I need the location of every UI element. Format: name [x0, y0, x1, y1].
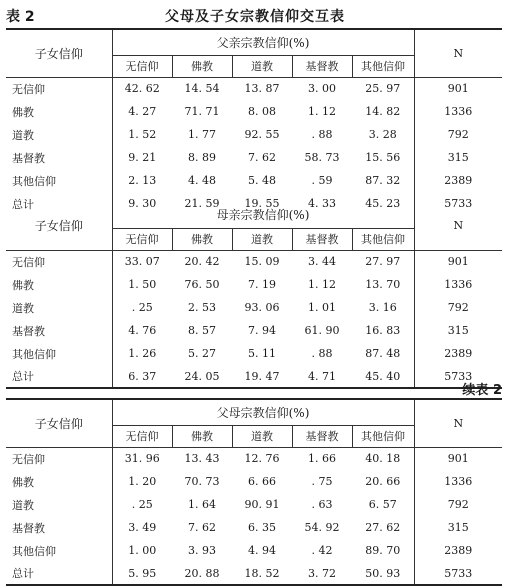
mother-religion-table: [6, 202, 502, 389]
n-cell: 901: [447, 82, 469, 96]
group-header: 父亲宗教信仰(%): [112, 29, 414, 55]
value-cell: 5. 27: [188, 347, 216, 360]
n-cell: 2389: [444, 347, 473, 360]
table-row: [6, 273, 502, 296]
n-cell: 315: [447, 151, 469, 164]
value-cell: 19. 47: [232, 365, 292, 388]
value-cell: 9. 30: [128, 197, 157, 210]
value-cell: . 42: [311, 544, 333, 557]
value-cell: 3. 00: [308, 82, 336, 96]
subheader-1: 佛教: [172, 425, 232, 447]
value-cell: 20. 88: [172, 562, 232, 585]
value-cell: 8. 89: [188, 151, 216, 164]
value-cell: . 88: [311, 347, 333, 360]
subheader-1: 佛教: [172, 55, 232, 77]
value-cell: 4. 94: [248, 544, 276, 557]
table-row: [6, 146, 502, 169]
value-cell: 3. 93: [188, 544, 216, 557]
subheader-3: 基督教: [292, 425, 352, 447]
value-cell: 13. 87: [244, 82, 280, 96]
group-header: 父母宗教信仰(%): [112, 399, 414, 425]
value-cell: 4. 76: [128, 324, 157, 337]
value-cell: 42. 62: [124, 82, 160, 96]
n-cell: 315: [447, 324, 469, 337]
continuation-label: 续表 2: [462, 383, 502, 398]
table-row: [6, 365, 502, 388]
value-cell: 13. 43: [184, 452, 220, 466]
table-row: [6, 447, 502, 470]
table-row: [6, 123, 502, 146]
table-row: [6, 169, 502, 192]
value-cell: 61. 90: [304, 324, 340, 337]
subheader-2: 道教: [232, 55, 292, 77]
table-row: [6, 296, 502, 319]
group-header: 母亲宗教信仰(%): [112, 202, 414, 228]
row-header: 子女信仰: [6, 29, 112, 77]
value-cell: 27. 97: [352, 250, 414, 273]
n-cell: 1336: [444, 475, 473, 488]
value-cell: 58. 73: [304, 151, 340, 164]
row-label: 其他信仰: [6, 169, 112, 192]
subheader-4: 其他信仰: [352, 55, 414, 77]
subheader-0: 无信仰: [112, 55, 172, 77]
father-religion-table: [6, 28, 502, 215]
row-label: 基督教: [6, 516, 112, 539]
row-label: 基督教: [6, 319, 112, 342]
value-cell: 1. 66: [308, 452, 336, 466]
value-cell: 2. 13: [128, 174, 157, 187]
value-cell: 3. 49: [128, 521, 157, 534]
value-cell: 4. 71: [292, 365, 352, 388]
value-cell: 6. 37: [112, 365, 172, 388]
value-cell: . 75: [311, 475, 333, 488]
value-cell: 40. 18: [352, 447, 414, 470]
row-label: 佛教: [6, 470, 112, 493]
parents-religion-table: [6, 398, 502, 586]
value-cell: 3. 44: [308, 255, 336, 269]
table-row: [6, 77, 502, 100]
n-cell: 5733: [444, 197, 473, 210]
value-cell: 3. 28: [352, 123, 414, 146]
value-cell: 7. 94: [248, 324, 276, 337]
value-cell: . 25: [131, 498, 153, 511]
row-label: 总计: [6, 192, 112, 215]
value-cell: 7. 19: [248, 278, 276, 291]
value-cell: 1. 26: [128, 347, 157, 360]
row-label: 道教: [6, 123, 112, 146]
value-cell: 1. 00: [128, 544, 157, 557]
value-cell: 87. 48: [352, 342, 414, 365]
row-label: 佛教: [6, 100, 112, 123]
value-cell: 20. 66: [352, 470, 414, 493]
value-cell: 21. 59: [184, 197, 220, 210]
n-cell: 792: [447, 301, 469, 314]
table-row: [6, 342, 502, 365]
table-row: [6, 250, 502, 273]
subheader-4: 其他信仰: [352, 425, 414, 447]
n-cell: 5733: [414, 562, 502, 585]
value-cell: 27. 62: [352, 516, 414, 539]
table-row: [6, 319, 502, 342]
subheader-0: 无信仰: [112, 228, 172, 250]
value-cell: 1. 64: [188, 498, 216, 511]
value-cell: 87. 32: [352, 169, 414, 192]
value-cell: 7. 62: [188, 521, 216, 534]
value-cell: 15. 09: [244, 255, 280, 269]
n-cell: 315: [447, 521, 469, 534]
n-cell: 1336: [444, 105, 473, 118]
value-cell: 4. 33: [308, 197, 336, 210]
n-cell: 792: [447, 498, 469, 511]
value-cell: 93. 06: [244, 301, 280, 314]
n-cell: 901: [447, 255, 469, 269]
n-header: N: [414, 399, 502, 447]
value-cell: 24. 05: [172, 365, 232, 388]
value-cell: 14. 82: [352, 100, 414, 123]
value-cell: 71. 71: [184, 105, 220, 118]
table-row: [6, 539, 502, 562]
table-number: 表 2: [6, 9, 35, 25]
n-cell: 1336: [444, 278, 473, 291]
value-cell: 2. 53: [188, 301, 216, 314]
value-cell: 8. 08: [248, 105, 276, 118]
row-label: 无信仰: [6, 77, 112, 100]
value-cell: 3. 72: [292, 562, 352, 585]
value-cell: 90. 91: [244, 498, 280, 511]
row-label: 其他信仰: [6, 342, 112, 365]
n-cell: 5733: [414, 365, 502, 388]
value-cell: 1. 20: [128, 475, 157, 488]
value-cell: . 25: [131, 301, 153, 314]
value-cell: 5. 95: [112, 562, 172, 585]
table-row: [6, 562, 502, 585]
row-header: 子女信仰: [6, 202, 112, 250]
value-cell: 89. 70: [352, 539, 414, 562]
row-header: 子女信仰: [6, 399, 112, 447]
value-cell: 1. 12: [308, 278, 336, 291]
n-header: N: [414, 202, 502, 250]
row-label: 道教: [6, 296, 112, 319]
value-cell: 25. 97: [352, 77, 414, 100]
row-label: 总计: [6, 562, 112, 585]
value-cell: 1. 01: [308, 301, 336, 314]
table-title: 父母及子女宗教信仰交互表: [165, 9, 345, 25]
value-cell: 54. 92: [304, 521, 340, 534]
row-label: 佛教: [6, 273, 112, 296]
value-cell: 4. 27: [128, 105, 157, 118]
value-cell: 6. 66: [248, 475, 276, 488]
value-cell: 45. 40: [352, 365, 414, 388]
value-cell: . 63: [311, 498, 333, 511]
value-cell: 13. 70: [352, 273, 414, 296]
subheader-2: 道教: [232, 425, 292, 447]
value-cell: 6. 35: [248, 521, 276, 534]
value-cell: 76. 50: [184, 278, 220, 291]
subheader-1: 佛教: [172, 228, 232, 250]
value-cell: 4. 48: [188, 174, 216, 187]
value-cell: . 88: [311, 128, 333, 141]
value-cell: 14. 54: [184, 82, 220, 96]
value-cell: 9. 21: [128, 151, 157, 164]
value-cell: 20. 42: [184, 255, 220, 269]
value-cell: 16. 83: [352, 319, 414, 342]
value-cell: 19. 55: [244, 197, 280, 210]
value-cell: 92. 55: [244, 128, 280, 141]
subheader-0: 无信仰: [112, 425, 172, 447]
row-label: 无信仰: [6, 250, 112, 273]
n-cell: 2389: [444, 174, 473, 187]
value-cell: 70. 73: [184, 475, 220, 488]
n-header: N: [414, 29, 502, 77]
value-cell: 12. 76: [244, 452, 280, 466]
row-label: 无信仰: [6, 447, 112, 470]
value-cell: . 59: [311, 174, 333, 187]
value-cell: 6. 57: [352, 493, 414, 516]
value-cell: 7. 62: [248, 151, 276, 164]
row-label: 其他信仰: [6, 539, 112, 562]
n-cell: 792: [447, 128, 469, 141]
subheader-3: 基督教: [292, 228, 352, 250]
n-cell: 2389: [444, 544, 473, 557]
value-cell: 31. 96: [124, 452, 160, 466]
table-row: [6, 100, 502, 123]
value-cell: 45. 23: [352, 192, 414, 215]
row-label: 道教: [6, 493, 112, 516]
value-cell: 8. 57: [188, 324, 216, 337]
value-cell: 5. 11: [248, 347, 276, 360]
row-label: 基督教: [6, 146, 112, 169]
subheader-2: 道教: [232, 228, 292, 250]
table-row: [6, 470, 502, 493]
n-cell: 901: [447, 452, 469, 466]
value-cell: 18. 52: [232, 562, 292, 585]
subheader-4: 其他信仰: [352, 228, 414, 250]
table-caption: [6, 6, 504, 26]
value-cell: 1. 52: [128, 128, 157, 141]
value-cell: 1. 12: [308, 105, 336, 118]
value-cell: 50. 93: [352, 562, 414, 585]
value-cell: 33. 07: [124, 255, 160, 269]
value-cell: 1. 50: [128, 278, 157, 291]
table-row: [6, 516, 502, 539]
value-cell: 5. 48: [248, 174, 276, 187]
subheader-3: 基督教: [292, 55, 352, 77]
value-cell: 1. 77: [188, 128, 216, 141]
table-row: [6, 493, 502, 516]
row-label: 总计: [6, 365, 112, 388]
value-cell: 15. 56: [352, 146, 414, 169]
value-cell: 3. 16: [352, 296, 414, 319]
